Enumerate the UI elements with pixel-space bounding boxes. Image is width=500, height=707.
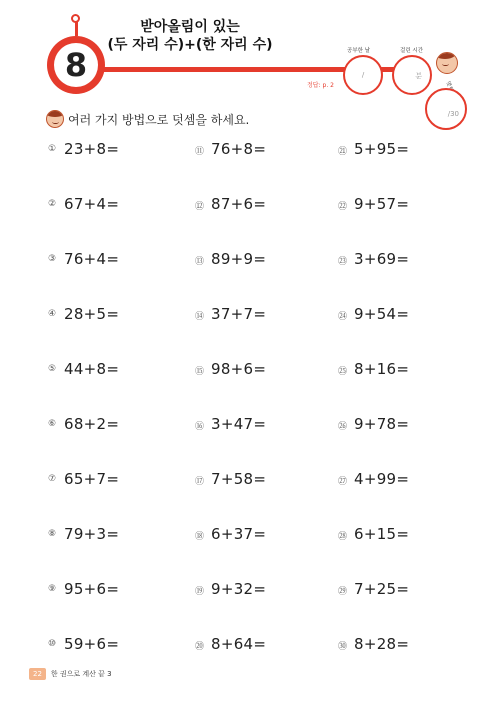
problem-number: ⑰ [195,477,205,487]
problem-item[interactable] [48,470,119,525]
problem-number: ㉖ [338,422,348,432]
problem-number: ㉘ [338,532,348,542]
problem-expression: 8+28= [354,635,410,653]
page-footer [29,668,112,680]
answer-reference: 정답: p. 2 [307,82,334,89]
problem-expression: 65+7= [64,470,120,488]
problem-expression: 23+8= [64,140,120,158]
problem-number: ③ [48,254,57,264]
problem-item[interactable] [48,305,119,360]
problem-number: ⑳ [195,642,205,652]
problem-expression: 8+64= [211,635,267,653]
title-line-1: 받아올림이 있는 [140,19,240,35]
problem-item[interactable] [338,250,409,305]
problem-column-3 [338,140,409,690]
problem-number: ㉒ [338,202,348,212]
problem-item[interactable] [338,635,409,690]
problem-expression: 76+8= [211,140,267,158]
time-field[interactable] [392,55,432,95]
unit-number: 8 [54,43,98,87]
score-value: /30 [447,110,459,118]
problem-item[interactable] [195,525,266,580]
problem-expression: 9+32= [211,580,267,598]
problem-expression: 7+25= [354,580,410,598]
problem-item[interactable] [195,195,266,250]
instruction-avatar-icon [46,110,64,128]
problem-expression: 67+4= [64,195,120,213]
problem-item[interactable] [338,195,409,250]
problem-number: ⑯ [195,422,205,432]
problem-number: ② [48,199,57,209]
problem-number: ⑨ [48,584,57,594]
problem-number: ㉚ [338,642,348,652]
problem-expression: 6+37= [211,525,267,543]
book-title: 한 권으로 계산 끝 3 [50,670,112,678]
problem-number: ㉕ [338,367,348,377]
problem-number: ④ [48,309,57,319]
problem-item[interactable] [195,635,266,690]
problem-number: ⑥ [48,419,57,429]
problem-item[interactable] [48,195,119,250]
page-title [100,18,280,54]
study-day-label: 공부한 날 [347,48,371,54]
problem-expression: 76+4= [64,250,120,268]
problem-item[interactable] [338,580,409,635]
time-label: 걸린 시간 [400,48,424,54]
problem-item[interactable] [338,360,409,415]
problem-expression: 5+95= [354,140,410,158]
problem-item[interactable] [195,580,266,635]
problem-item[interactable] [48,580,119,635]
problem-expression: 6+15= [354,525,410,543]
problem-number: ㉗ [338,477,348,487]
problem-number: ⑧ [48,529,57,539]
study-day-field[interactable] [343,55,383,95]
problem-item[interactable] [195,250,266,305]
problem-item[interactable] [338,140,409,195]
problem-item[interactable] [195,470,266,525]
problem-item[interactable] [195,415,266,470]
problem-column-1 [48,140,119,690]
problem-expression: 95+6= [64,580,120,598]
problem-item[interactable] [48,415,119,470]
problem-item[interactable] [195,360,266,415]
problem-item[interactable] [338,525,409,580]
problem-item[interactable] [48,140,119,195]
problem-expression: 68+2= [64,415,120,433]
problem-item[interactable] [338,415,409,470]
problem-number: ⑭ [195,312,205,322]
problem-number: ⑪ [195,147,205,157]
problem-expression: 37+7= [211,305,267,323]
title-line-2: (두 자리 수)+(한 자리 수) [107,37,273,53]
problem-item[interactable] [48,360,119,415]
badge-outer-circle [47,36,105,94]
problem-item[interactable] [195,140,266,195]
problem-number: ㉑ [338,147,348,157]
problem-number: ⑲ [195,587,205,597]
problem-item[interactable] [338,305,409,360]
problem-number: ⑮ [195,367,205,377]
problem-expression: 98+6= [211,360,267,378]
character-avatar-icon [436,52,458,74]
problem-expression: 9+54= [354,305,410,323]
problem-expression: 28+5= [64,305,120,323]
problem-item[interactable] [48,525,119,580]
badge-ring [71,14,80,23]
problem-expression: 3+47= [211,415,267,433]
problem-expression: 89+9= [211,250,267,268]
problem-number: ⑩ [48,639,57,649]
problem-expression: 44+8= [64,360,120,378]
problem-number: ⑬ [195,257,205,267]
problem-number: ㉙ [338,587,348,597]
problem-expression: 59+6= [64,635,120,653]
problem-expression: 3+69= [354,250,410,268]
problem-number: ㉓ [338,257,348,267]
problem-number: ㉔ [338,312,348,322]
problem-number: ① [48,144,57,154]
problem-item[interactable] [195,305,266,360]
problem-number: ⑤ [48,364,57,374]
score-field[interactable] [425,88,467,130]
problem-expression: 4+99= [354,470,410,488]
page-number: 22 [29,668,46,680]
problem-item[interactable] [48,250,119,305]
problem-number: ⑦ [48,474,57,484]
problem-column-2 [195,140,266,690]
problem-expression: 8+16= [354,360,410,378]
problem-expression: 87+6= [211,195,267,213]
problem-number: ⑱ [195,532,205,542]
problem-expression: 79+3= [64,525,120,543]
problem-item[interactable] [338,470,409,525]
problem-expression: 9+57= [354,195,410,213]
problem-expression: 9+78= [354,415,410,433]
problem-item[interactable] [48,635,119,690]
study-day-value: / [361,71,365,79]
time-value: 분 [415,72,422,80]
problem-expression: 7+58= [211,470,267,488]
problem-number: ⑫ [195,202,205,212]
instruction-text: 여러 가지 방법으로 덧셈을 하세요. [68,113,250,127]
unit-badge [47,12,107,102]
